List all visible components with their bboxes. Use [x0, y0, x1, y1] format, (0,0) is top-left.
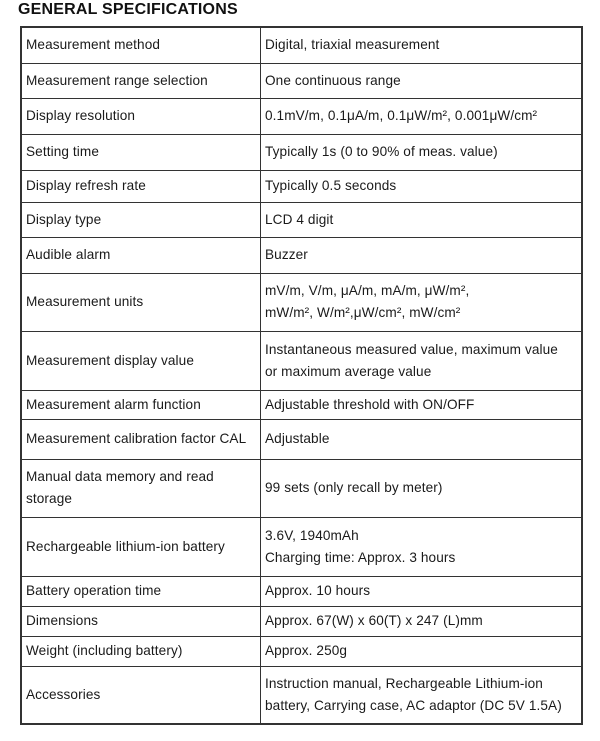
spec-label: Audible alarm: [21, 237, 261, 273]
spec-label: Setting time: [21, 134, 261, 170]
spec-label: Weight (including battery): [21, 636, 261, 666]
spec-label: Measurement range selection: [21, 63, 261, 98]
spec-label: Dimensions: [21, 606, 261, 636]
table-row: [21, 273, 582, 331]
table-row: [21, 666, 582, 724]
spec-label: Measurement method: [21, 27, 261, 63]
table-row: [21, 202, 582, 237]
spec-value: 3.6V, 1940mAh Charging time: Approx. 3 hours: [261, 517, 583, 576]
spec-label: Battery operation time: [21, 576, 261, 606]
spec-label: Display refresh rate: [21, 170, 261, 202]
table-row: [21, 517, 582, 576]
spec-value: One continuous range: [261, 63, 583, 98]
spec-label: Manual data memory and read storage: [21, 459, 261, 517]
spec-label: Rechargeable lithium-ion battery: [21, 517, 261, 576]
spec-label: Measurement display value: [21, 331, 261, 390]
table-row: [21, 27, 582, 63]
spec-value: LCD 4 digit: [261, 202, 583, 237]
spec-label: Measurement calibration factor CAL: [21, 419, 261, 459]
spec-value: Instruction manual, Rechargeable Lithium-ion battery, Carrying case, AC adaptor (DC 5V 1.5A): [261, 666, 583, 724]
spec-value: Adjustable: [261, 419, 583, 459]
table-row: [21, 331, 582, 390]
spec-value: Approx. 250g: [261, 636, 583, 666]
table-row: [21, 98, 582, 134]
spec-label: Display resolution: [21, 98, 261, 134]
spec-value: Adjustable threshold with ON/OFF: [261, 390, 583, 419]
spec-value: Approx. 67(W) x 60(T) x 247 (L)mm: [261, 606, 583, 636]
spec-label: Display type: [21, 202, 261, 237]
table-row: [21, 419, 582, 459]
spec-label: Measurement alarm function: [21, 390, 261, 419]
table-row: [21, 237, 582, 273]
spec-value: Typically 1s (0 to 90% of meas. value): [261, 134, 583, 170]
spec-value: Buzzer: [261, 237, 583, 273]
table-row: [21, 636, 582, 666]
spec-value: Digital, triaxial measurement: [261, 27, 583, 63]
table-row: [21, 576, 582, 606]
spec-label: Measurement units: [21, 273, 261, 331]
table-row: [21, 170, 582, 202]
spec-value: mV/m, V/m, μA/m, mA/m, μW/m², mW/m², W/m²,μW/cm², mW/cm²: [261, 273, 583, 331]
spec-value: 0.1mV/m, 0.1μA/m, 0.1μW/m², 0.001μW/cm²: [261, 98, 583, 134]
table-row: [21, 63, 582, 98]
spec-value: 99 sets (only recall by meter): [261, 459, 583, 517]
table-row: [21, 459, 582, 517]
spec-value: Instantaneous measured value, maximum value or maximum average value: [261, 331, 583, 390]
spec-value: Approx. 10 hours: [261, 576, 583, 606]
table-row: [21, 606, 582, 636]
spec-value: Typically 0.5 seconds: [261, 170, 583, 202]
table-row: [21, 134, 582, 170]
spec-label: Accessories: [21, 666, 261, 724]
page-title: GENERAL SPECIFICATIONS: [18, 1, 238, 18]
specifications-table: [20, 26, 583, 725]
table-row: [21, 390, 582, 419]
